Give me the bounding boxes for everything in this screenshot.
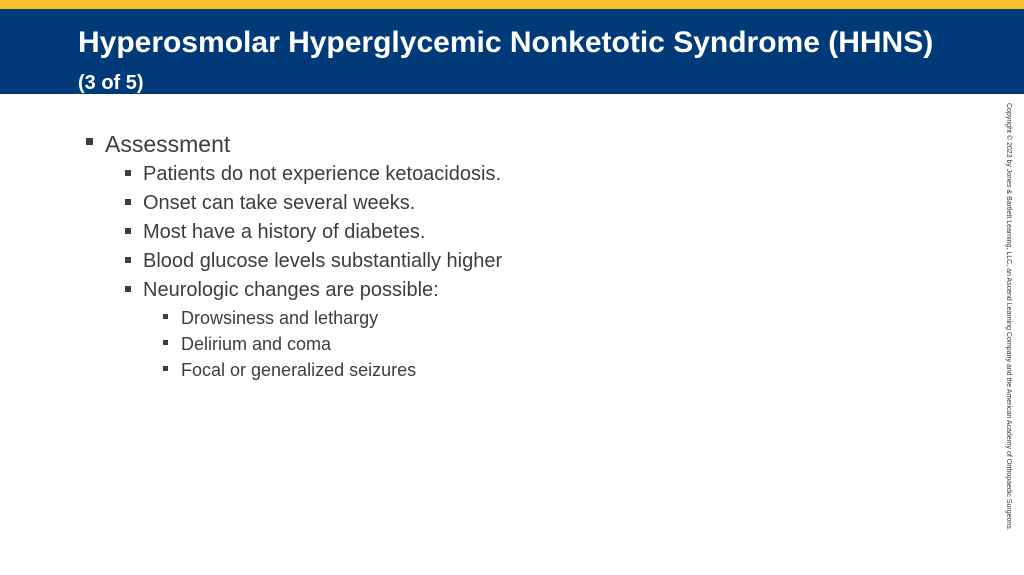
- sub-bullet-list: [125, 160, 966, 383]
- square-bullet-icon: [125, 170, 131, 176]
- bullet-text: Onset can take several weeks.: [143, 192, 416, 214]
- bullet-text: Focal or generalized seizures: [181, 360, 417, 380]
- slide-title-text: Hyperosmolar Hyperglycemic Nonketotic Syndrome (HHNS): [78, 26, 934, 59]
- list-item: [125, 218, 966, 247]
- accent-bar: [0, 0, 1024, 9]
- list-item: [125, 276, 966, 383]
- slide-title: [78, 24, 958, 102]
- bullet-text: Patients do not experience ketoacidosis.: [143, 163, 501, 185]
- square-bullet-icon: [125, 228, 131, 234]
- list-item: [163, 305, 966, 331]
- bullet-text: Most have a history of diabetes.: [143, 221, 426, 243]
- square-bullet-icon: [163, 340, 168, 345]
- square-bullet-icon: [125, 199, 131, 205]
- bullet-list: [86, 128, 966, 383]
- list-item: [163, 331, 966, 357]
- square-bullet-icon: [163, 366, 168, 371]
- bullet-text: Delirium and coma: [181, 334, 332, 354]
- list-item: [163, 357, 966, 383]
- list-item: [125, 247, 966, 276]
- bullet-text: Neurologic changes are possible:: [143, 279, 439, 301]
- list-item: [125, 160, 966, 189]
- square-bullet-icon: [163, 314, 168, 319]
- bullet-text: Drowsiness and lethargy: [181, 308, 379, 328]
- bullet-assessment: [86, 128, 966, 383]
- slide-subtitle: (3 of 5): [78, 72, 144, 94]
- bullet-text: Blood glucose levels substantially higher: [143, 250, 503, 272]
- title-band: [0, 9, 1024, 94]
- list-item: [125, 189, 966, 218]
- sub-sub-bullet-list: [163, 305, 966, 383]
- copyright-notice: Copyright © 2023 by Jones & Bartlett Learning, LLC, an Ascend Learning Company and the American Academy of Orthopaedic Surgeons.: [1005, 103, 1012, 531]
- slide-content: [86, 128, 966, 383]
- bullet-text: Assessment: [105, 131, 231, 157]
- square-bullet-icon: [125, 286, 131, 292]
- square-bullet-icon: [125, 257, 131, 263]
- square-bullet-icon: [86, 138, 93, 145]
